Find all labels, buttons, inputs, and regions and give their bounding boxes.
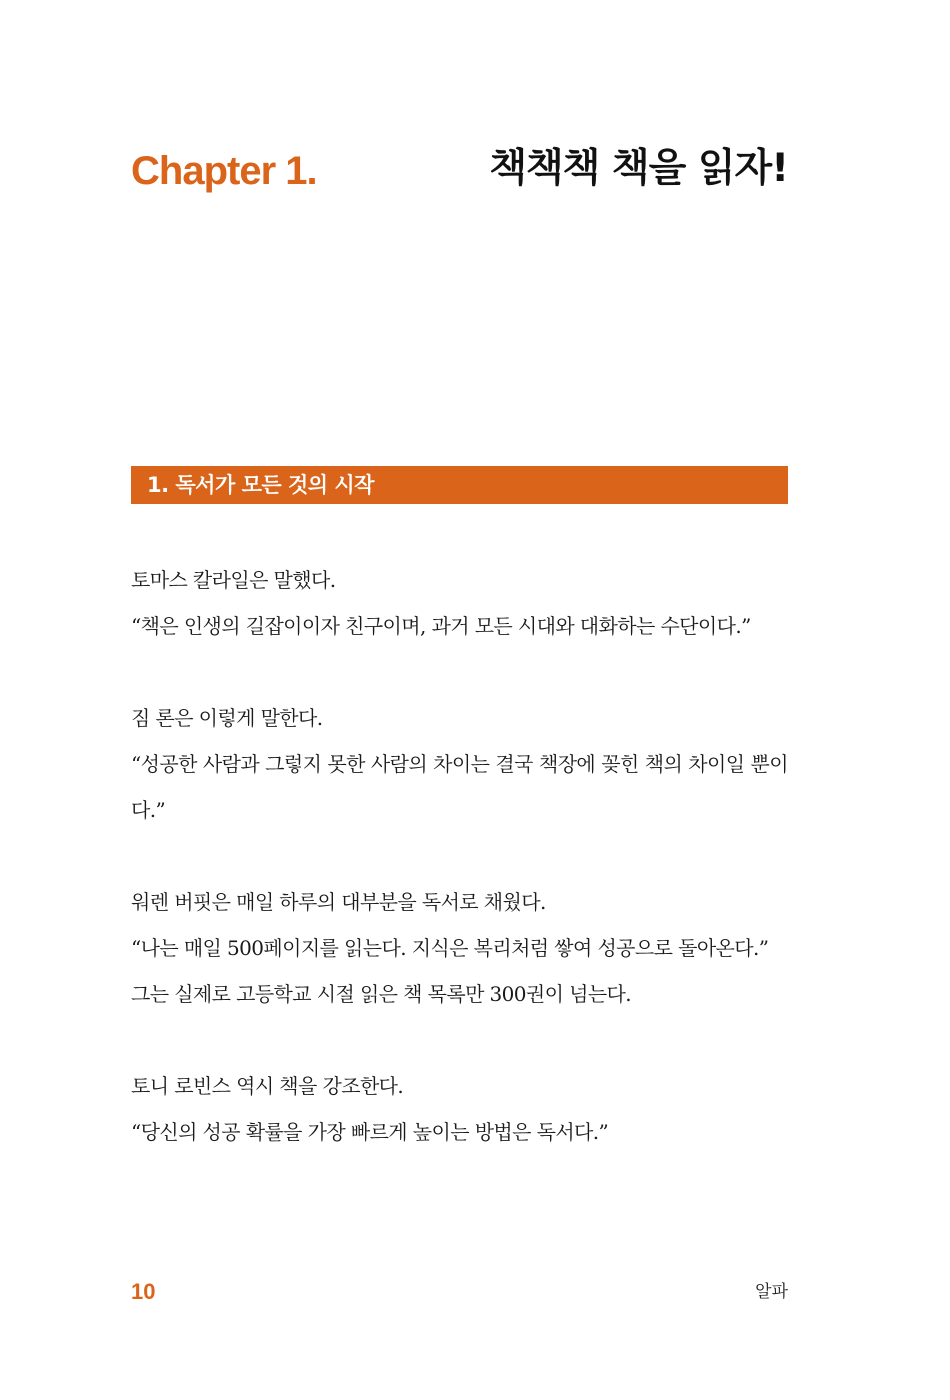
running-title: 알파 — [755, 1282, 788, 1302]
quote-line: “나는 매일 500페이지를 읽는다. 지식은 복리처럼 쌓여 성공으로 돌아온다.” — [131, 936, 769, 960]
quote-line: “당신의 성공 확률을 가장 빠르게 높이는 방법은 독서다.” — [131, 1120, 609, 1144]
paragraph-line: 그는 실제로 고등학교 시절 읽은 책 목록만 300권이 넘는다. — [131, 982, 632, 1006]
section-heading-bar: 1. 독서가 모든 것의 시작 — [131, 466, 788, 504]
quote-line: “성공한 사람과 그렇지 못한 사람의 차이는 결국 책장에 꽂힌 책의 차이일 뿐이다.” — [131, 752, 788, 822]
paragraph-gap — [131, 649, 788, 695]
paragraph-line: 토니 로빈스 역시 책을 강조한다. — [131, 1074, 404, 1098]
chapter-label: Chapter 1. — [131, 149, 317, 193]
chapter-title: 책책책 책을 읽자! — [489, 146, 788, 191]
paragraph-line: 토마스 칼라일은 말했다. — [131, 568, 336, 592]
quote-line: “책은 인생의 길잡이이자 친구이며, 과거 모든 시대와 대화하는 수단이다.” — [131, 614, 751, 638]
paragraph-gap — [131, 833, 788, 879]
paragraph-gap — [131, 1017, 788, 1063]
body-text — [131, 557, 788, 1155]
paragraph-line: 짐 론은 이렇게 말한다. — [131, 706, 323, 730]
page-number: 10 — [131, 1279, 156, 1304]
paragraph-line: 워렌 버핏은 매일 하루의 대부분을 독서로 채웠다. — [131, 890, 546, 914]
